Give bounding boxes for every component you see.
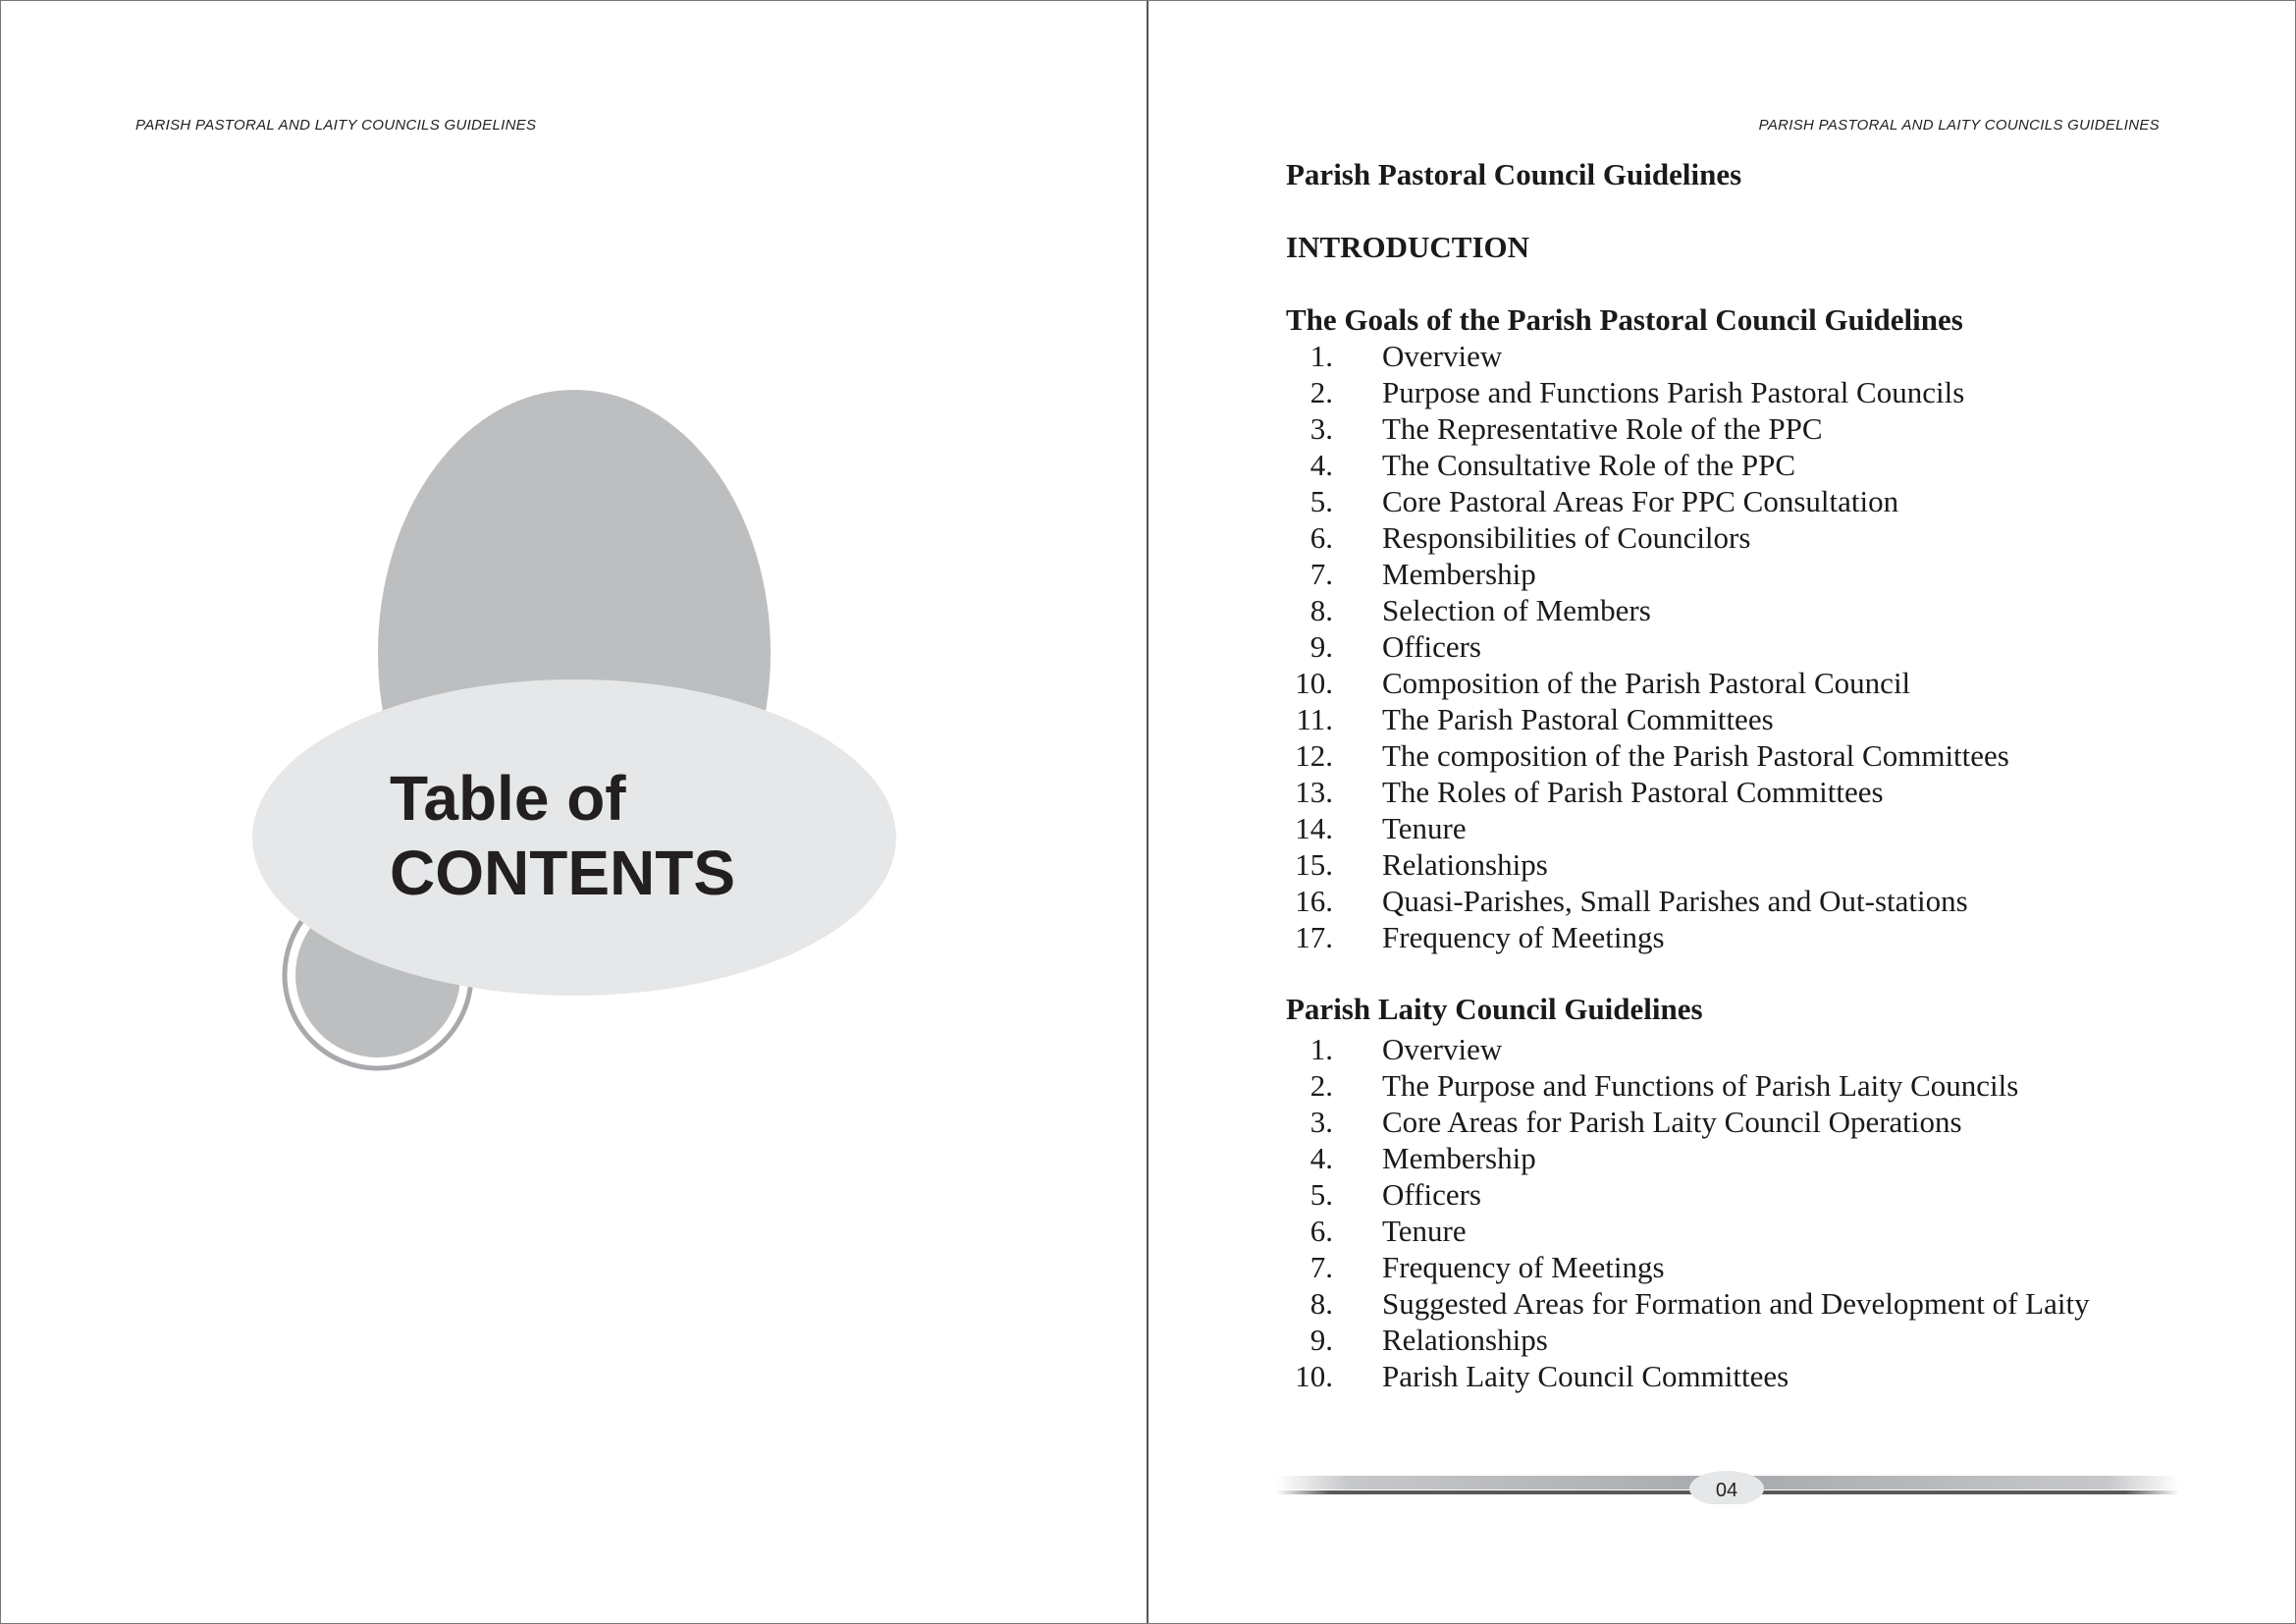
toc-item-number: 5. — [1309, 484, 1333, 518]
toc-item-label: Relationships — [1382, 847, 1548, 882]
toc-item-number: 12. — [1295, 738, 1333, 773]
toc-item-number: 5. — [1309, 1177, 1333, 1212]
toc-item-label: The Consultative Role of the PPC — [1382, 448, 1796, 482]
toc-item-number: 16. — [1295, 884, 1333, 918]
toc-item-number: 4. — [1309, 1141, 1333, 1175]
toc-item-number: 8. — [1309, 593, 1333, 627]
toc-item-number: 14. — [1295, 811, 1333, 845]
toc-item-label: Responsibilities of Councilors — [1382, 520, 1751, 555]
toc-item-label: Officers — [1382, 629, 1481, 664]
toc-item-number: 15. — [1295, 847, 1333, 882]
toc-title-line1: Table of — [390, 763, 626, 834]
toc-item-number: 17. — [1295, 920, 1333, 954]
toc-item-label: Tenure — [1382, 811, 1467, 845]
toc-item-label: Overview — [1382, 339, 1503, 373]
left-page — [0, 0, 1147, 1624]
toc-item-label: Frequency of Meetings — [1382, 920, 1665, 954]
toc-item-label: Parish Laity Council Committees — [1382, 1359, 1789, 1393]
toc-item-number: 4. — [1309, 448, 1333, 482]
toc-item-number: 13. — [1295, 775, 1333, 809]
toc-item-label: The Parish Pastoral Committees — [1382, 702, 1774, 736]
toc-item-label: Frequency of Meetings — [1382, 1250, 1665, 1284]
toc-item-number: 1. — [1309, 339, 1333, 373]
running-head-left: PARISH PASTORAL AND LAITY COUNCILS GUIDELINES — [135, 117, 537, 134]
toc-item-number: 10. — [1295, 666, 1333, 700]
toc-item-number: 7. — [1309, 557, 1333, 591]
toc-item-label: Suggested Areas for Formation and Development of Laity — [1382, 1286, 2090, 1321]
toc-item-number: 1. — [1309, 1032, 1333, 1066]
toc-item-number: 9. — [1309, 629, 1333, 664]
toc-item-label: The Roles of Parish Pastoral Committees — [1382, 775, 1884, 809]
toc-item-number: 3. — [1309, 411, 1333, 446]
toc-item-label: Selection of Members — [1382, 593, 1651, 627]
page-number: 04 — [1715, 1480, 1738, 1501]
section1-heading: The Goals of the Parish Pastoral Council Guidelines — [1286, 302, 1963, 337]
introduction-heading: INTRODUCTION — [1286, 230, 1530, 264]
toc-item-number: 2. — [1309, 375, 1333, 409]
toc-item-label: Core Areas for Parish Laity Council Operations — [1382, 1105, 1962, 1139]
toc-item-number: 11. — [1296, 702, 1333, 736]
toc-item-number: 6. — [1309, 1214, 1333, 1248]
toc-item-label: Membership — [1382, 557, 1536, 591]
toc-item-number: 6. — [1309, 520, 1333, 555]
toc-item-number: 2. — [1309, 1068, 1333, 1103]
toc-item-label: Purpose and Functions Parish Pastoral Councils — [1382, 375, 1965, 409]
toc-item-label: Quasi-Parishes, Small Parishes and Out-stations — [1382, 884, 1968, 918]
toc-title-line2: CONTENTS — [390, 838, 735, 908]
toc-item-label: The composition of the Parish Pastoral Committees — [1382, 738, 2009, 773]
toc-item-label: The Representative Role of the PPC — [1382, 411, 1823, 446]
right-page — [1148, 0, 2296, 1624]
doc-title: Parish Pastoral Council Guidelines — [1286, 157, 1742, 191]
toc-item-number: 3. — [1309, 1105, 1333, 1139]
toc-item-number: 7. — [1309, 1250, 1333, 1284]
toc-item-label: Membership — [1382, 1141, 1536, 1175]
toc-item-label: Relationships — [1382, 1323, 1548, 1357]
section2-heading: Parish Laity Council Guidelines — [1286, 992, 1703, 1026]
toc-item-label: Overview — [1382, 1032, 1503, 1066]
toc-item-number: 9. — [1309, 1323, 1333, 1357]
toc-item-label: Core Pastoral Areas For PPC Consultation — [1382, 484, 1899, 518]
toc-item-label: The Purpose and Functions of Parish Laity Councils — [1382, 1068, 2019, 1103]
toc-item-number: 10. — [1295, 1359, 1333, 1393]
toc-item-label: Officers — [1382, 1177, 1481, 1212]
toc-item-label: Tenure — [1382, 1214, 1467, 1248]
toc-item-label: Composition of the Parish Pastoral Council — [1382, 666, 1911, 700]
toc-item-number: 8. — [1309, 1286, 1333, 1321]
toc-title — [390, 761, 735, 910]
running-head-right: PARISH PASTORAL AND LAITY COUNCILS GUIDELINES — [1758, 117, 2160, 134]
